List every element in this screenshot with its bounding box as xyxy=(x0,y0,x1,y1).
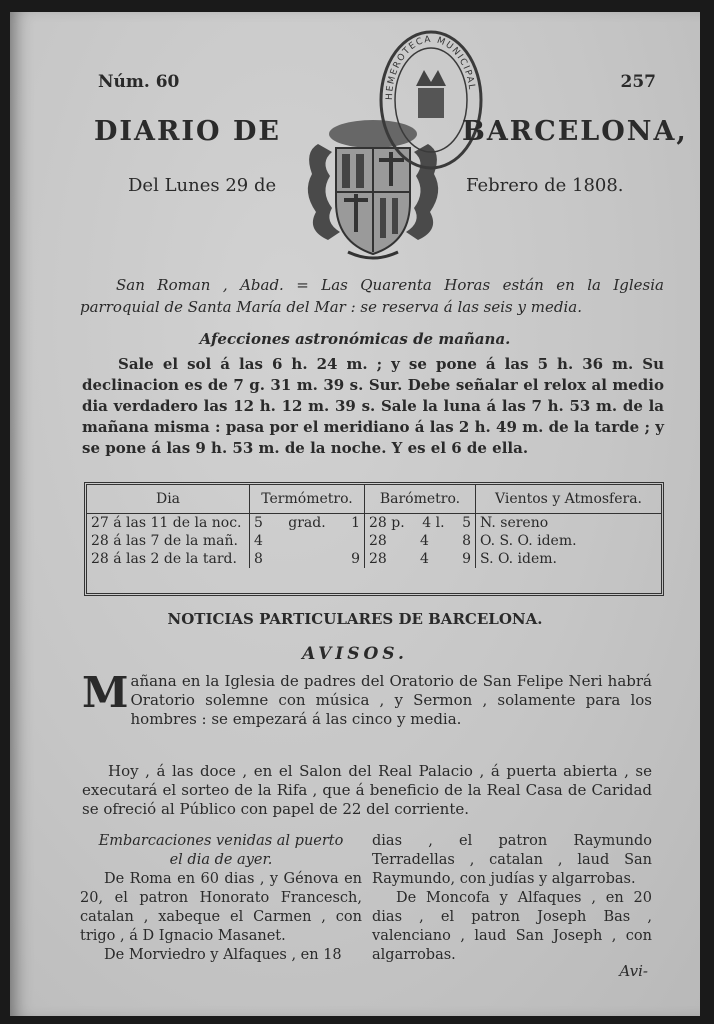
cell-winds: O. S. O. idem. xyxy=(480,533,577,549)
cell-day: 28 á las 7 de la mañ. xyxy=(87,532,250,550)
table-row xyxy=(87,550,661,568)
astronomy-heading: Afecciones astronómicas de mañana. xyxy=(199,330,511,348)
aviso-rifa: Hoy , á las doce , en el Salon del Real Palacio , á puerta abierta , se executará el sorteo de la Rifa , que á beneficio de la Real Casa de Caridad se ofreció al Público con papel de 22 del corriente. xyxy=(82,762,652,818)
cell-day: 28 á las 2 de la tard. xyxy=(87,550,250,568)
embarcacion-entry: De Moncofa y Alfaques , en 20 dias , el patron Joseph Bas , valenciano , laud San Joseph , con algarrobas. xyxy=(372,890,652,963)
table-row xyxy=(87,514,661,533)
library-stamp-icon xyxy=(376,26,486,174)
table-row xyxy=(87,532,661,550)
masthead-title-right: BARCELONA, xyxy=(462,116,688,147)
cell-thermometer: 5 grad. 1 xyxy=(250,514,365,533)
avisos-heading: AVISOS. xyxy=(302,644,408,664)
weather-table xyxy=(84,482,664,596)
col-header-winds: Vientos y Atmosfera. xyxy=(476,485,662,514)
aviso-oratorio-text: añana en la Iglesia de padres del Oratorio de San Felipe Neri habrá Oratorio solemne con música , y Sermon , solamente para los hombres : se empezará á las cinco y media. xyxy=(130,672,652,728)
date-line-right: Febrero de 1808. xyxy=(466,175,624,196)
drop-cap: M xyxy=(82,668,129,717)
embarcacion-entry: dias , el patron Raymundo Terradellas , catalan , laud San Raymundo, con judías y algarrobas. xyxy=(372,833,652,887)
cell-day: 27 á las 11 de la noc. xyxy=(87,514,250,533)
embarcaciones-heading-2: el dia de ayer. xyxy=(169,852,273,868)
issue-number: Núm. 60 xyxy=(98,72,180,92)
saint-of-day-note: San Roman , Abad. = Las Quarenta Horas están en la Iglesia parroquial de Santa María del Mar : se reserva á las seis y media. xyxy=(80,276,664,316)
embarcaciones-heading-1: Embarcaciones venidas al puerto xyxy=(98,833,344,849)
embarcaciones-left-column xyxy=(80,832,362,965)
embarcacion-entry: De Morviedro y Alfaques , en 18 xyxy=(104,947,342,963)
cell-winds: S. O. idem. xyxy=(480,551,557,567)
cell-barometer: 28 4 9 xyxy=(365,550,476,568)
embarcacion-entry: De Roma en 60 dias , y Génova en 20, el patron Honorato Francesch, catalan , xabeque el Carmen , con trigo , á D Ignacio Masanet. xyxy=(80,871,362,944)
aviso-oratorio xyxy=(82,668,652,729)
col-header-barometer: Barómetro. xyxy=(365,485,476,514)
cell-barometer: 28 p. 4 l. 5 xyxy=(365,514,476,533)
stamp-text: HEMEROTECA MUNICIPAL xyxy=(384,34,477,101)
cell-barometer: 28 4 8 xyxy=(365,532,476,550)
embarcaciones-right-column xyxy=(372,832,652,965)
weather-header-row xyxy=(87,485,661,514)
cell-thermometer: 8 9 xyxy=(250,550,365,568)
newspaper-page xyxy=(10,12,700,1016)
cell-thermometer: 4 xyxy=(250,532,365,550)
page-number: 257 xyxy=(620,72,656,92)
catchword: Avi- xyxy=(619,962,648,980)
cell-winds: N. sereno xyxy=(480,515,549,531)
col-header-thermometer: Termómetro. xyxy=(250,485,365,514)
news-heading: NOTICIAS PARTICULARES DE BARCELONA. xyxy=(167,610,543,628)
col-header-day: Dia xyxy=(87,485,250,514)
astronomy-text: Sale el sol á las 6 h. 24 m. ; y se pone á las 5 h. 36 m. Su declinacion es de 7 g. 31 m. 39 s. Sur. Debe señalar el relox al medio dia verdadero las 12 h. 12 m. 39 s. Sale la luna á las 7 h. 53 m. de la mañana misma : pasa por el meridiano á las 2 h. 49 m. de la tarde ; y se pone á las 9 h. 53 m. de la noche. Y es el 6 de ella. xyxy=(82,355,664,457)
masthead-title-left: DIARIO DE xyxy=(94,116,281,147)
date-line-left: Del Lunes 29 de xyxy=(128,175,277,196)
